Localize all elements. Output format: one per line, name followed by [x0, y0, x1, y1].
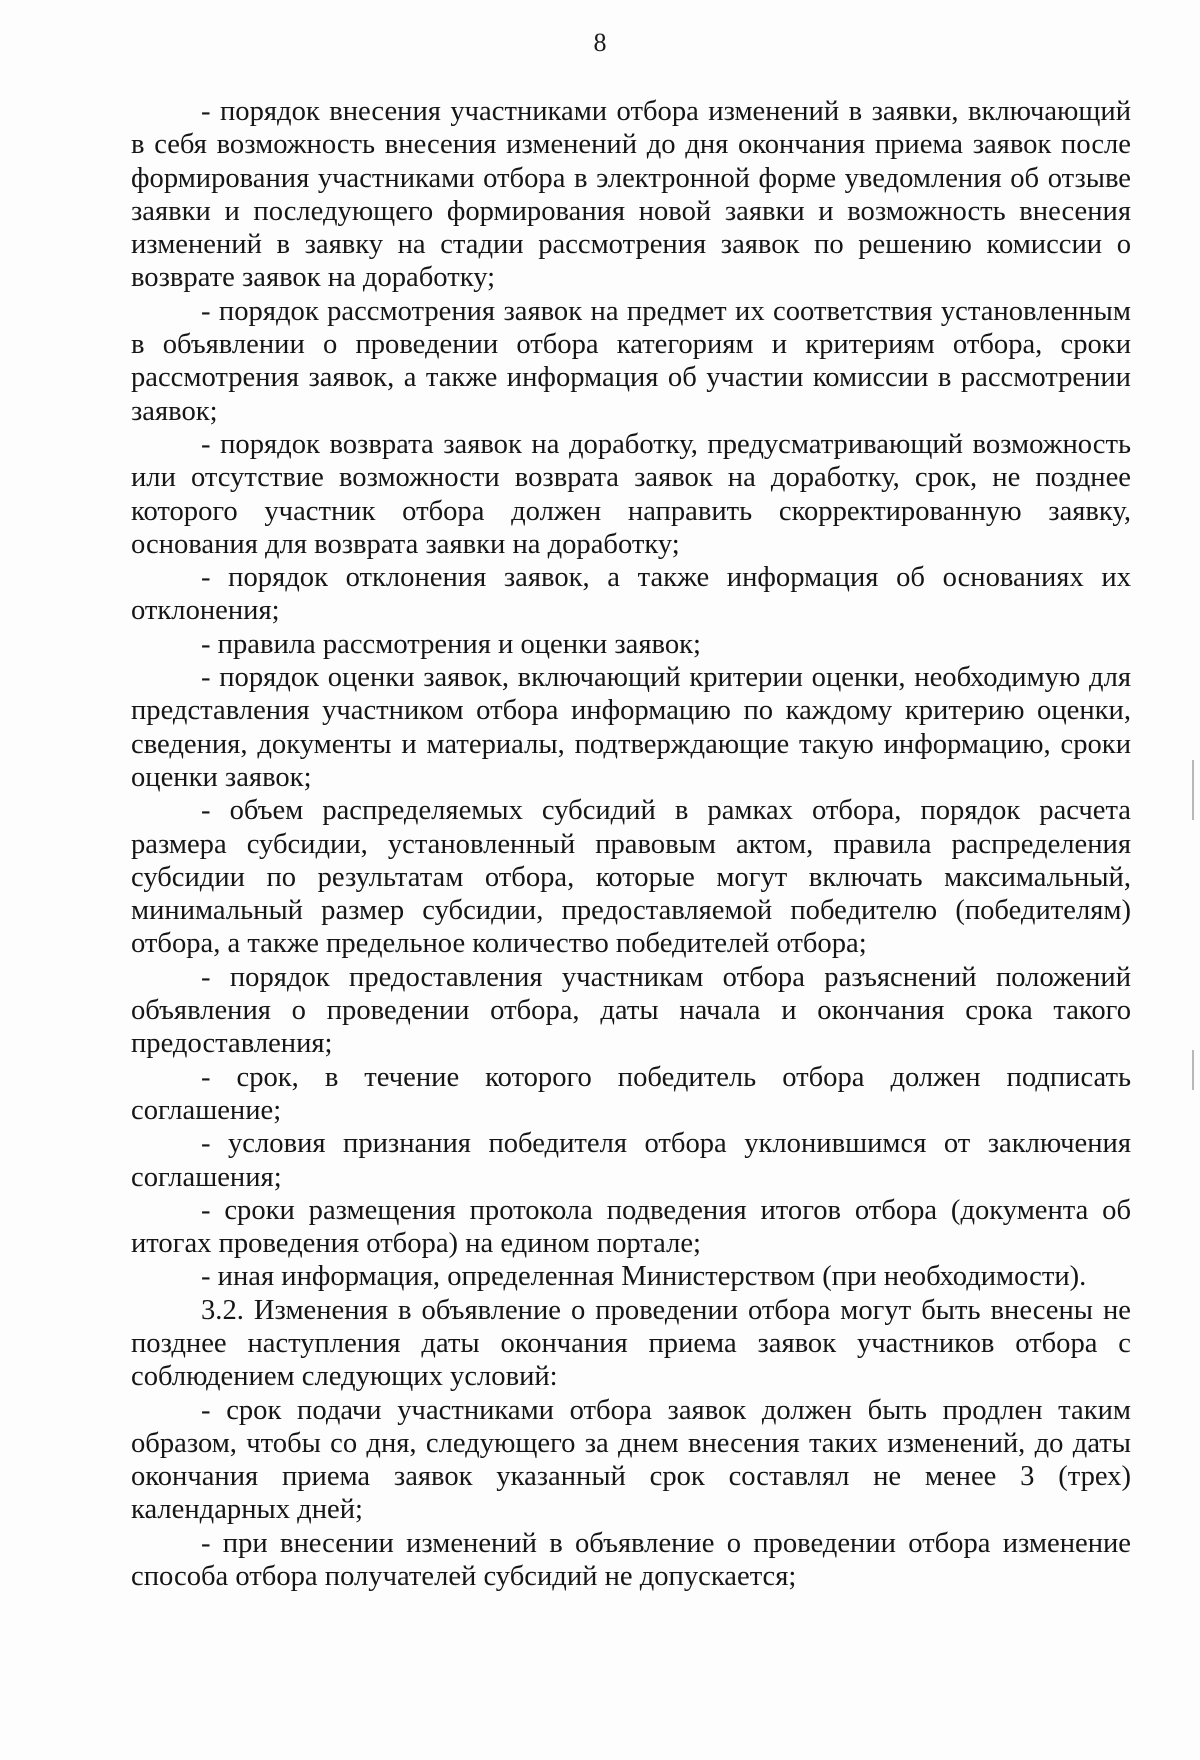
paragraph-7: - объем распределяемых субсидий в рамках отбора, порядок расчета размера субсидии, установленный правовым актом, правила распределения субсидии по результатам отбора, которые могут включать максимальный, минимальный размер субсидии, предоставляемой победителю (победителям) отбора, а также предельное количество победителей отбора; [131, 795, 1131, 960]
paragraph-3: - порядок возврата заявок на доработку, предусматривающий возможность или отсутствие возможности возврата заявок на доработку, срок, не позднее которого участник отбора должен направить скорректированную заявку, основания для возврата заявки на доработку; [131, 428, 1131, 560]
paragraph-11: - сроки размещения протокола подведения итогов отбора (документа об итогах проведения отбора) на едином портале; [131, 1194, 1131, 1260]
paragraph-15: - при внесении изменений в объявление о проведении отбора изменение способа отбора получателей субсидий не допускается; [131, 1527, 1131, 1593]
paragraph-14: - срок подачи участниками отбора заявок должен быть продлен таким образом, чтобы со дня, следующего за днем внесения таких изменений, до даты окончания приема заявок указанный срок составлял не менее 3 (трех) календарных дней; [131, 1394, 1131, 1526]
paragraph-1: - порядок внесения участниками отбора изменений в заявки, включающий в себя возможность внесения изменений до дня окончания приема заявок после формирования участниками отбора в электронной форме уведомления об отзыве заявки и последующего формирования новой заявки и возможность внесения изменений в заявку на стадии рассмотрения заявок по решению комиссии о возврате заявок на доработку; [131, 96, 1131, 294]
paragraph-4: - порядок отклонения заявок, а также информация об основаниях их отклонения; [131, 562, 1131, 627]
paragraph-9: - срок, в течение которого победитель отбора должен подписать соглашение; [131, 1061, 1131, 1126]
paragraph-5: - правила рассмотрения и оценки заявок; [201, 628, 701, 660]
paragraph-8: - порядок предоставления участникам отбора разъяснений положений объявления о проведении отбора, даты начала и окончания срока такого предоставления; [131, 961, 1131, 1060]
paragraph-13: 3.2. Изменения в объявление о проведении отбора могут быть внесены не позднее наступления даты окончания приема заявок участников отбора с соблюдением следующих условий: [131, 1294, 1131, 1393]
paragraph-6: - порядок оценки заявок, включающий критерии оценки, необходимую для представления участником отбора информацию по каждому критерию оценки, сведения, документы и материалы, подтверждающие такую информацию, сроки оценки заявок; [131, 662, 1131, 793]
document-body [131, 95, 1131, 1593]
page-number: 8 [593, 28, 607, 57]
paragraph-2: - порядок рассмотрения заявок на предмет их соответствия установленным в объявлении о проведении отбора категориям и критериям отбора, сроки рассмотрения заявок, а также информация об участии комиссии в рассмотрении заявок; [131, 295, 1131, 427]
scan-edge-mark-lower [1192, 1050, 1194, 1090]
scan-edge-mark-upper [1192, 760, 1194, 820]
paragraph-12: - иная информация, определенная Министерством (при необходимости). [201, 1261, 1087, 1293]
paragraph-10: - условия признания победителя отбора уклонившимся от заключения соглашения; [131, 1128, 1131, 1193]
